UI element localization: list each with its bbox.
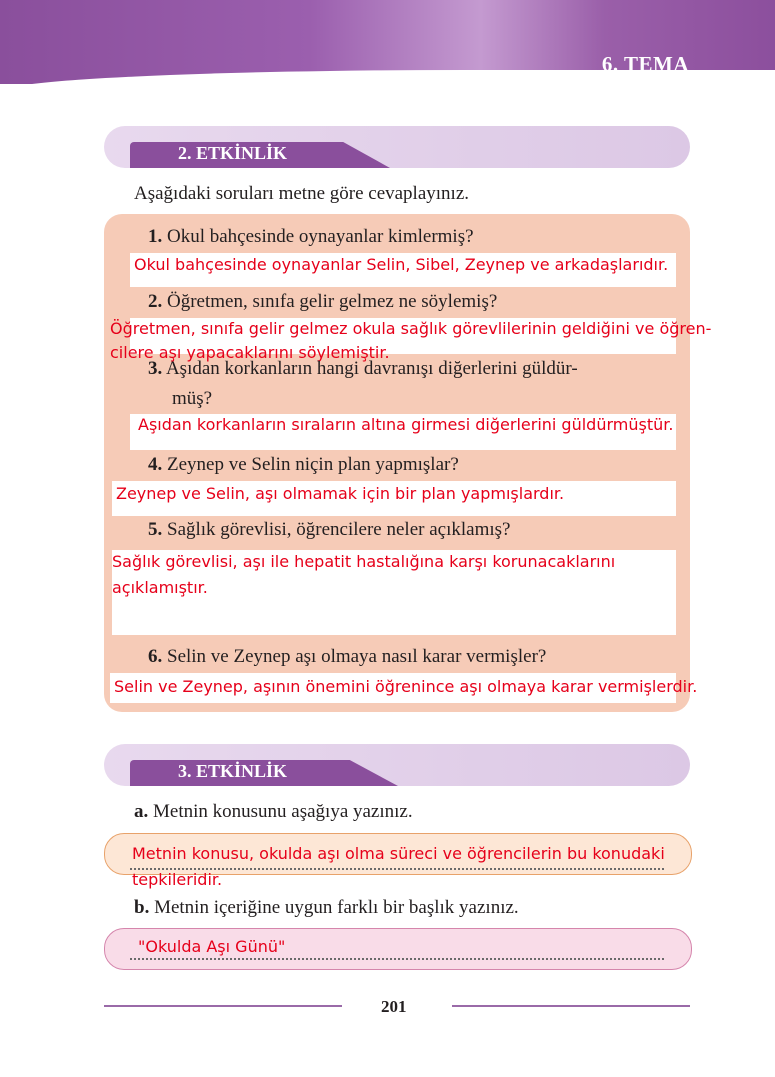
answer-1: Okul bahçesinde oynayanlar Selin, Sibel, Zeynep ve arkadaşlarıdır. bbox=[134, 255, 669, 274]
answer-5-line2: açıklamıştır. bbox=[112, 578, 208, 597]
answer-3: Aşıdan korkanların sıraların altına girmesi diğerlerini güldürmüştür. bbox=[138, 415, 674, 434]
answer-2-line2: cilere aşı yapacaklarını söylemiştir. bbox=[110, 343, 390, 362]
question-text: Aşıdan korkanların hangi davranışı diğerlerini güldür- bbox=[165, 358, 578, 379]
question-number: 1. bbox=[148, 226, 163, 247]
tema-title: 6. TEMA bbox=[601, 52, 689, 76]
etkinlik3-b bbox=[134, 897, 519, 919]
question-number: 4. bbox=[148, 454, 163, 475]
answer-b: "Okulda Aşı Günü" bbox=[138, 937, 286, 956]
question-number: 2. bbox=[148, 291, 163, 312]
question-2 bbox=[148, 291, 497, 313]
question-3 bbox=[148, 358, 578, 380]
answer-5-line1: Sağlık görevlisi, aşı ile hepatit hastalığına karşı korunacaklarını bbox=[112, 552, 616, 571]
item-text: Metnin konusunu aşağıya yazınız. bbox=[153, 801, 413, 822]
question-text: Zeynep ve Selin niçin plan yapmışlar? bbox=[167, 454, 459, 475]
item-text: Metnin içeriğine uygun farklı bir başlık yazınız. bbox=[154, 897, 519, 918]
question-text: Selin ve Zeynep aşı olmaya nasıl karar vermişler? bbox=[167, 646, 547, 667]
answer-2-line1: Öğretmen, sınıfa gelir gelmez okula sağlık görevlilerinin geldiğini ve öğren- bbox=[110, 319, 712, 338]
page-number: 201 bbox=[381, 997, 407, 1016]
question-text: Sağlık görevlisi, öğrencilere neler açıklamış? bbox=[167, 519, 511, 540]
etkinlik3-a bbox=[134, 801, 413, 823]
question-text: Okul bahçesinde oynayanlar kimlermiş? bbox=[167, 226, 474, 247]
etkinlik2-title: 2. ETKİNLİK bbox=[178, 143, 288, 163]
question-text: Öğretmen, sınıfa gelir gelmez ne söylemiş? bbox=[167, 291, 498, 312]
dotted-line bbox=[130, 958, 664, 960]
etkinlik3-title: 3. ETKİNLİK bbox=[178, 761, 288, 781]
answer-6: Selin ve Zeynep, aşının önemini öğrenince aşı olmaya karar vermişlerdir. bbox=[114, 677, 698, 696]
question-number: 5. bbox=[148, 519, 163, 540]
answer-4: Zeynep ve Selin, aşı olmamak için bir plan yapmışlardır. bbox=[116, 484, 565, 503]
footer-line-right bbox=[452, 1005, 690, 1007]
item-label: b. bbox=[134, 897, 150, 918]
item-label: a. bbox=[134, 801, 149, 822]
answer-a-line1: Metnin konusu, okulda aşı olma süreci ve öğrencilerin bu konudaki bbox=[132, 844, 665, 863]
question-number: 3. bbox=[148, 358, 163, 379]
question-4 bbox=[148, 454, 459, 476]
question-number: 6. bbox=[148, 646, 163, 667]
footer-line-left bbox=[104, 1005, 342, 1007]
answer-a-line2: tepkileridir. bbox=[132, 870, 223, 889]
question-5 bbox=[148, 519, 510, 541]
question-1 bbox=[148, 226, 474, 248]
etkinlik2-instruction: Aşağıdaki soruları metne göre cevaplayınız. bbox=[134, 183, 470, 204]
question-6 bbox=[148, 646, 546, 668]
question-3-cont: müş? bbox=[172, 388, 213, 409]
